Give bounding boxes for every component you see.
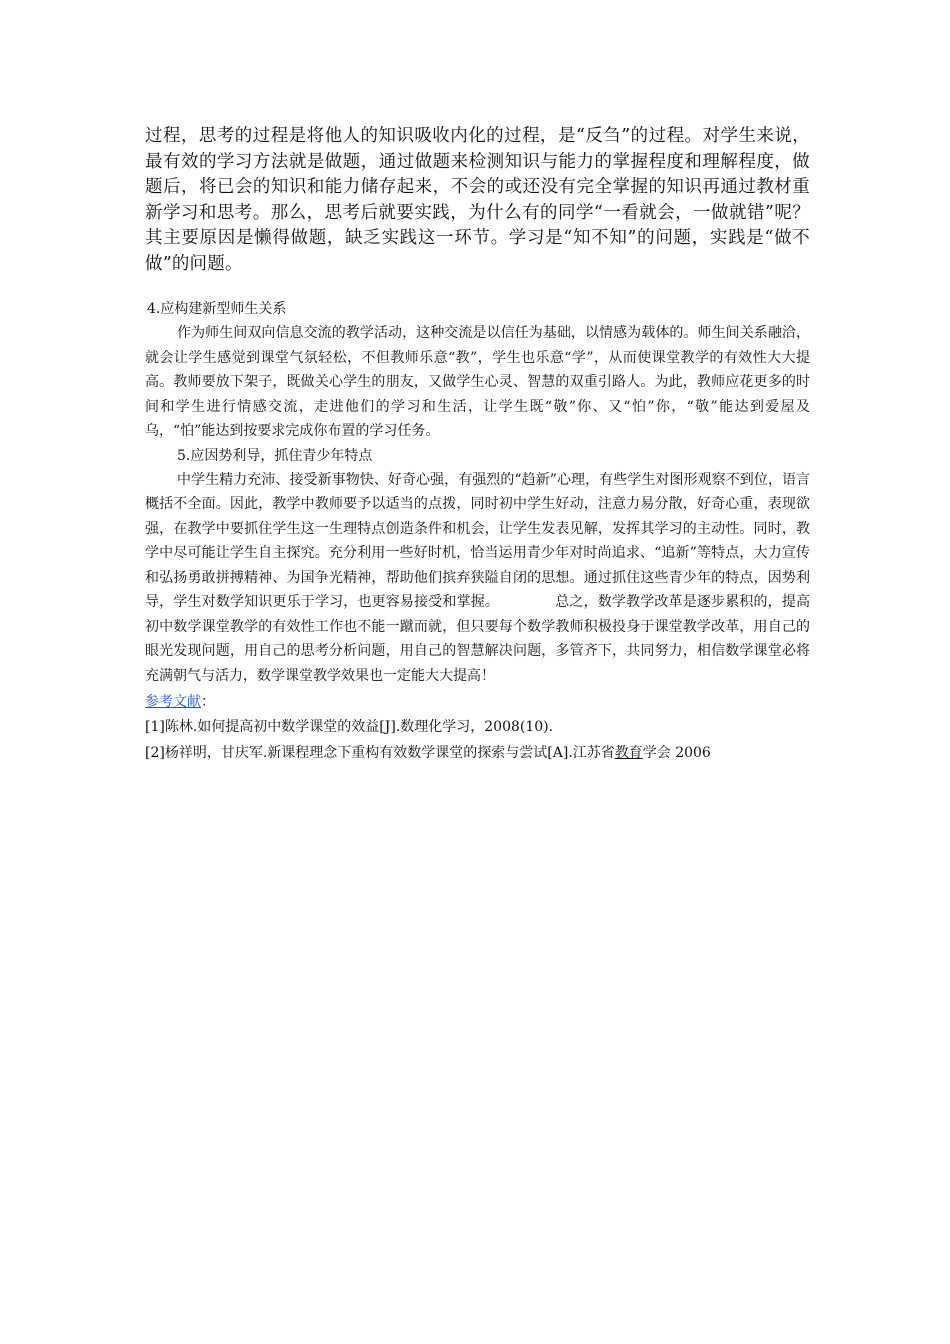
references-title-colon: ： [201,694,215,710]
references-link[interactable]: 参考文献 [145,694,201,710]
intro-paragraph: 过程，思考的过程是将他人的知识吸收内化的过程，是“反刍”的过程。对学生来说，最有效的学习方法就是做题，通过做题来检测知识与能力的掌握程度和理解程度，做题后，将已会的知识和能力储存起来，不会的或还没有完全掌握的知识再通过教材重新学习和思考。那么，思考后就要实践，为什么有的同学“一看就会，一做就错”呢？其主要原因是懒得做题，缺乏实践这一环节。学习是“知不知”的问题，实践是“做不做”的问题。 [145,126,810,274]
section-5-paragraph [145,468,810,689]
section-4-paragraph: 作为师生间双向信息交流的教学活动，这种交流是以信任为基础，以情感为载体的。师生间关系融洽，就会让学生感觉到课堂气氛轻松，不但教师乐意“教”，学生也乐意“学”，从而使课堂教学的有效性大大提高。教师要放下架子，既做关心学生的朋友，又做学生心灵、智慧的双重引路人。为此，教师应花更多的时间和学生进行情感交流，走进他们的学习和生活，让学生既“敬”你、又“怕”你，“敬”能达到爱屋及乌，“怕”能达到按要求完成你布置的学习任务。 [145,325,810,439]
conclusion-text: 总之，数学教学改革是逐步累积的，提高初中数学课堂教学的有效性工作也不能一蹴而就，但只要每个数学教师积极投身于课堂教学改革，用自己的眼光发现问题，用自己的思考分析问题，用自己的智慧解决问题，多管齐下，共同努力，相信数学课堂必将充满朝气与活力，数学课堂教学效果也一定能大大提高！ [145,594,811,684]
section-5-body: 中学生精力充沛、接受新事物快、好奇心强，有强烈的“趋新”心理，有些学生对图形观察不到位，语言概括不全面。因此，教学中教师要予以适当的点拨，同时初中学生好动，注意力易分散，好奇心重，表现欲强，在教学中要抓住学生这一生理特点创造条件和机会，让学生发表见解，发挥其学习的主动性。同时，教学中尽可能让学生自主探究。充分利用一些好时机，恰当运用青少年对时尚追求、“追新”等特点，大力宣传和弘扬勇敢拼搏精神、为国争光精神，帮助他们摈弃狭隘自闭的思想。通过抓住这些青少年的特点，因势利导，学生对数学知识更乐于学习，也更容易接受和掌握。 [145,471,810,610]
reference-item-2-link[interactable]: 教育 [614,745,643,761]
reference-item-2 [145,740,810,766]
document-body [145,124,810,766]
section-4-heading: 4.应构建新型师生关系 [147,301,287,317]
section-5-heading: 5.应因势利导，抓住青少年特点 [177,447,373,464]
reference-item-2-start: [2]杨祥明，甘庆军.新课程理念下重构有效数学课堂的探索与尝试[A].江苏省 [145,745,615,761]
references-title [145,690,810,714]
reference-item-2-end: 学会 2006 [642,745,711,761]
reference-item-1: [1]陈林.如何提高初中数学课堂的效益[J].数理化学习，2008(10). [145,719,554,735]
